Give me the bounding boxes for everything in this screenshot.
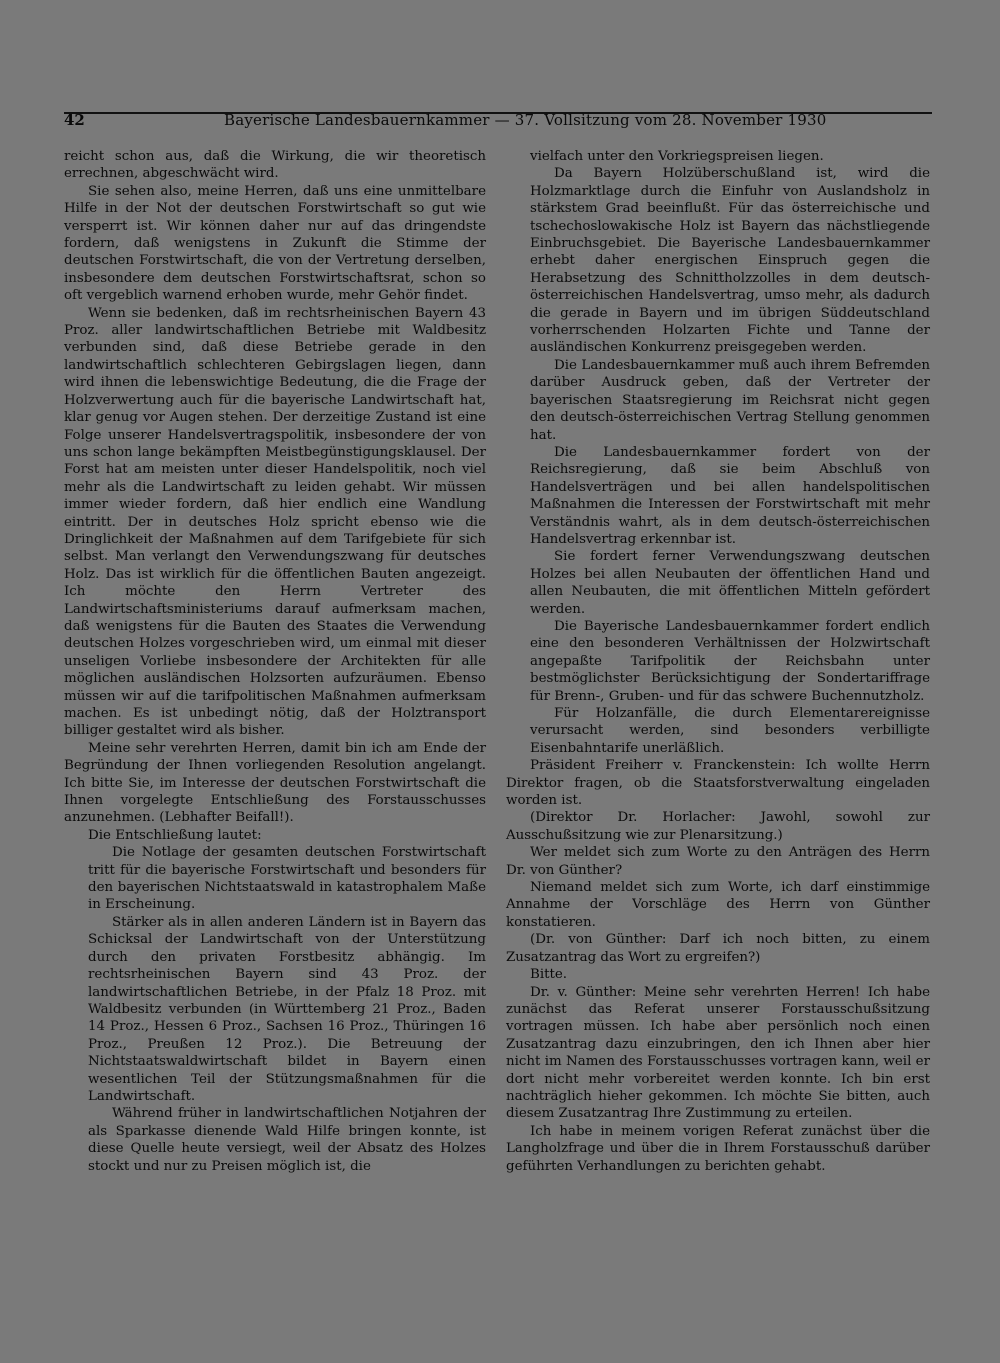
paragraph: reicht schon aus, daß die Wirkung, die wir theoretisch errechnen, abgeschwächt wird. <box>64 149 486 182</box>
paragraph: Meine sehr verehrten Herren, damit bin ich am Ende der Begründung der Ihnen vorliegenden Resolution angelangt. Ich bitte Sie, im Interesse der deutschen Forstwirtschaft die Ihnen vorgelegte Entschließung des Forstausschusses anzunehmen. (Lebhafter Beifall!). <box>64 740 486 826</box>
paragraph: Sie sehen also, meine Herren, daß uns eine unmittelbare Hilfe in der Not der deutschen Forstwirtschaft so gut wie versperrt ist. Wir können daher nur auf das dringendste fordern, daß wenigstens in Zukunft die Stimme der deutschen Forstwirtschaft, die von der Vertretung derselben, insbesondere dem deutschen Forstwirtschaftsrat, schon so oft vergeblich warnend erhoben wurde, mehr Gehör findet. <box>64 183 486 304</box>
resolution-paragraph: Die Bayerische Landesbauernkammer fordert endlich eine den besonderen Verhältnissen der Holzwirtschaft angepaßte Tarifpolitik der Reichsbahn unter bestmöglichster Berücksichtigung der Sondertariffrage für Brenn-, Gruben- und für das schwere Buchennutzholz. <box>530 618 930 704</box>
right-column <box>506 148 930 1175</box>
resolution-paragraph: Die Landesbauernkammer muß auch ihrem Befremden darüber Ausdruck geben, daß der Vertreter der bayerischen Staatsregierung im Reichsrat nicht gegen den deutsch-österreichischen Vertrag Stellung genommen hat. <box>530 357 930 443</box>
paragraph: Ich habe in meinem vorigen Referat zunächst über die Langholzfrage und über die in Ihrem Forstausschuß darüber geführten Verhandlungen zu berichten gehabt. <box>506 1123 930 1174</box>
paragraph: Niemand meldet sich zum Worte, ich darf einstimmige Annahme der Vorschläge des Herrn von Günther konstatieren. <box>506 880 930 930</box>
speaker-paragraph: Präsident Freiherr v. Franckenstein: Ich wollte Herrn Direktor fragen, ob die Staatsforstverwaltung eingeladen worden ist. <box>506 758 930 809</box>
resolution-paragraph: Stärker als in allen anderen Ländern ist in Bayern das Schicksal der Landwirtschaft von der Unterstützung durch den privaten Forstbesitz abhängig. Im rechtsrheinischen Bayern sind 43 Proz. der landwirtschaftlichen Betriebe, in der Pfalz 18 Proz. mit Waldbesitz verbunden (in Württemberg 21 Proz., Baden 14 Proz., Hessen 6 Proz., Sachsen 16 Proz., Thüringen 16 Proz., Preußen 12 Proz.). Die Betreuung der Nichtstaatswaldwirtschaft bildet in Bayern einen wesentlichen Teil der Stützungsmaßnahmen für die Landwirtschaft. <box>88 914 486 1104</box>
resolution-paragraph: Für Holzanfälle, die durch Elementarereignisse verursacht werden, sind besonders verbilligte Eisenbahntarife unerläßlich. <box>530 706 930 756</box>
speaker-paragraph: Dr. v. Günther: Meine sehr verehrten Herren! Ich habe zunächst das Referat unserer Forstausschußsitzung vortragen müssen. Ich habe aber persönlich noch einen Zusatzantrag dazu einzubringen, den ich Ihnen aber hier nicht im Namen des Forstausschusses vortragen kann, weil er dort nicht mehr vorbereitet werden konnte. Ich bin erst nachträglich hieher gekommen. Ich möchte Sie bitten, auch diesem Zusatzantrag Ihre Zustimmung zu erteilen. <box>506 984 930 1122</box>
resolution-paragraph: Da Bayern Holzüberschußland ist, wird die Holzmarktlage durch die Einfuhr von Auslandsholz in stärkstem Grad beeinflußt. Für das österreichische und tschechoslowakische Holz ist Bayern das nächstliegende Einbruchsgebiet. Die Bayerische Landesbauernkammer erhebt daher energischen Einspruch gegen die Herabsetzung des Schnittholzzolles in dem deutsch-österreichischen Handelsvertrag, umso mehr, als dadurch die gerade in Bayern und im übrigen Süddeutschland vorherrschenden Holzarten Fichte und Tanne der ausländischen Konkurrenz preisgegeben werden. <box>530 166 930 356</box>
paragraph: Die Entschließung lautet: <box>88 827 262 843</box>
resolution-paragraph: Sie fordert ferner Verwendungszwang deutschen Holzes bei allen Neubauten der öffentlichen Hand und allen Neubauten, die mit öffentlichen Mitteln gefördert werden. <box>530 549 930 617</box>
left-column <box>64 148 486 1175</box>
interjection: (Dr. von Günther: Darf ich noch bitten, zu einem Zusatzantrag das Wort zu ergreifen?) <box>506 932 930 965</box>
resolution-paragraph: Die Notlage der gesamten deutschen Forstwirtschaft tritt für die bayerische Forstwirtschaft und besonders für den bayerischen Nichtstaatswald in katastrophalem Maße in Erscheinung. <box>88 845 486 913</box>
resolution-paragraph: vielfach unter den Vorkriegspreisen liegen. <box>530 149 824 164</box>
resolution-paragraph: Die Landesbauernkammer fordert von der Reichsregierung, daß sie beim Abschluß von Handelsverträgen und bei allen handelspolitischen Maßnahmen die Interessen der Forstwirtschaft mit mehr Verständnis wahrt, als in dem deutsch-österreichischen Handelsvertrag erkennbar ist. <box>530 444 930 547</box>
running-title: Bayerische Landesbauernkammer — 37. Vollsitzung vom 28. November 1930 <box>224 111 827 129</box>
resolution-paragraph: Während früher in landwirtschaftlichen Notjahren der als Sparkasse dienende Wald Hilfe bringen konnte, ist diese Quelle heute versiegt, weil der Absatz des Holzes stockt und nur zu Preisen möglich ist, die <box>88 1106 486 1174</box>
interjection: (Direktor Dr. Horlacher: Jawohl, sowohl zur Ausschußsitzung wie zur Plenarsitzung.) <box>506 810 930 843</box>
page-number: 42 <box>64 111 85 129</box>
paragraph: Wer meldet sich zum Worte zu den Anträgen des Herrn Dr. von Günther? <box>506 845 930 878</box>
paragraph: Wenn sie bedenken, daß im rechtsrheinischen Bayern 43 Proz. aller landwirtschaftlichen Betriebe mit Waldbesitz verbunden sind, daß diese Betriebe gerade in den landwirtschaftlich schlechteren Gebirgslagen liegen, dann wird ihnen die lebenswichtige Bedeutung, die die Frage der Holzverwertung auch für die bayerische Landwirtschaft hat, klar genug vor Augen stehen. Der derzeitige Zustand ist eine Folge unserer Handelsvertragspolitik, insbesondere der von uns schon lange bekämpften Meistbegünstigungsklausel. Der Forst hat am meisten unter dieser Handelspolitik, noch viel mehr als die Landwirtschaft zu leiden gehabt. Wir müssen immer wieder fordern, daß hier endlich eine Wandlung eintritt. Der in deutsches Holz spricht ebenso wie die Dringlichkeit der Maßnahmen auf dem Tarifgebiete für sich selbst. Man verlangt den Verwendungszwang für deutsches Holz. Das ist wirklich für die öffentlichen Bauten angezeigt. Ich möchte den Herrn Vertreter des Landwirtschaftsministeriums darauf aufmerksam machen, daß wenigstens für die Bauten des Staates die Verwendung deutschen Holzes vorgeschrieben wird, um einmal mit dieser unseligen Vorliebe insbesondere der Architekten für alle möglichen ausländischen Holzsorten aufzuräumen. Ebenso müssen wir auf die tarifpolitischen Maßnahmen aufmerksam machen. Es ist unbedingt nötig, daß der Holztransport billiger gestaltet wird als bisher. <box>64 305 486 739</box>
running-header <box>64 110 932 129</box>
paragraph: Bitte. <box>530 967 568 983</box>
